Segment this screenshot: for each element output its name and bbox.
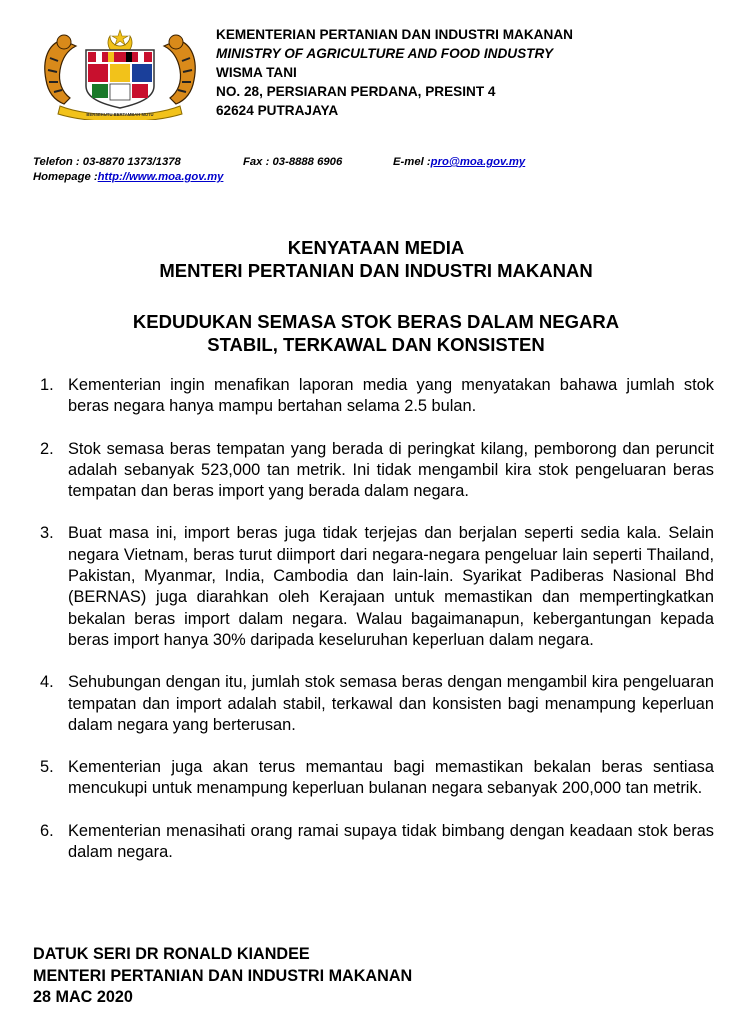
- point-number: 5.: [40, 758, 54, 777]
- point-number: 6.: [40, 821, 54, 840]
- email-link[interactable]: pro@moa.gov.my: [430, 156, 526, 168]
- list-item: [0, 523, 752, 651]
- point-text: Stok semasa beras tempatan yang berada di peringkat kilang, pemborong dan peruncit adalah sebanyak 523,000 tan metrik. Ini tidak mengambil kira stok pengeluaran beras tempatan dan beras import yang berada dalam negara.: [68, 439, 714, 501]
- subject-heading: [0, 310, 752, 356]
- point-text: Kementerian juga akan terus memantau bagi memastikan bekalan beras sentiasa mencukupi untuk menampung keperluan bulanan negara sebanyak 200,000 tan metrik.: [68, 758, 714, 798]
- ministry-name-ms: KEMENTERIAN PERTANIAN DAN INDUSTRI MAKANAN: [216, 27, 573, 42]
- letterhead: [216, 25, 573, 120]
- point-text: Kementerian menasihati orang ramai supaya tidak bimbang dengan keadaan stok beras dalam negara.: [68, 821, 714, 862]
- signature-block: [33, 944, 412, 1009]
- point-text: Kementerian ingin menafikan laporan media yang menyatakan bahawa jumlah stok beras negara hanya mampu bertahan selama 2.5 bulan.: [68, 376, 714, 416]
- telephone-number: Telefon : 03-8870 1373/1378: [33, 156, 181, 168]
- malaysia-coat-of-arms-icon: [40, 28, 200, 120]
- email-label: E-mel :: [393, 156, 431, 168]
- subject-line-1: KEDUDUKAN SEMASA STOK BERAS DALAM NEGARA: [132, 311, 620, 332]
- ministry-name-en: MINISTRY OF AGRICULTURE AND FOOD INDUSTRY: [216, 46, 554, 61]
- city-address: 62624 PUTRAJAYA: [216, 103, 339, 118]
- building-name: WISMA TANI: [216, 65, 297, 80]
- signatory-title: MENTERI PERTANIAN DAN INDUSTRI MAKANAN: [33, 966, 413, 985]
- contact-block: [33, 155, 525, 185]
- statement-points: [0, 375, 752, 884]
- heading-line-2: MENTERI PERTANIAN DAN INDUSTRI MAKANAN: [159, 260, 593, 281]
- list-item: [0, 439, 752, 503]
- homepage-link[interactable]: http://www.moa.gov.my: [97, 171, 224, 183]
- fax-number: Fax : 03-8888 6906: [243, 156, 343, 168]
- point-number: 2.: [40, 439, 54, 458]
- heading-line-1: KENYATAAN MEDIA: [287, 237, 465, 258]
- list-item: [0, 821, 752, 864]
- press-statement-heading: [0, 236, 752, 282]
- signatory-name: DATUK SERI DR RONALD KIANDEE: [33, 945, 310, 963]
- list-item: [0, 375, 752, 418]
- list-item: [0, 672, 752, 736]
- statement-date: 28 MAC 2020: [33, 988, 133, 1006]
- street-address: NO. 28, PERSIARAN PERDANA, PRESINT 4: [216, 84, 496, 99]
- crest-motto: BERSEKUTU BERTAMBAH MUTU: [86, 112, 154, 117]
- point-number: 4.: [40, 673, 54, 692]
- point-number: 1.: [40, 376, 54, 394]
- subject-line-2: STABIL, TERKAWAL DAN KONSISTEN: [207, 334, 545, 355]
- list-item: [0, 757, 752, 800]
- point-text: Buat masa ini, import beras juga tidak terjejas dan berjalan seperti sedia kala. Selain negara Vietnam, beras turut diimport dari negara-negara pengeluar lain seperti Thailand, Pakistan, Myanmar, India, Cambodia dan lain-lain. Syarikat Padiberas Nasional Bhd (BERNAS) juga diarahkan oleh Kerajaan untuk memastikan dan mempertingkatkan bekalan beras import dalam negara. Walau bagaimanapun, kebergantungan kepada beras import hanya 30% daripada keseluruhan keperluan dalam negara.: [68, 524, 714, 649]
- point-text: Sehubungan dengan itu, jumlah stok semasa beras dengan mengambil kira pengeluaran tempatan dan import adalah stabil, terkawal dan konsisten bagi menampung keperluan dalam negara yang berterusan.: [68, 673, 714, 734]
- point-number: 3.: [40, 524, 54, 543]
- homepage-label: Homepage :: [33, 171, 98, 183]
